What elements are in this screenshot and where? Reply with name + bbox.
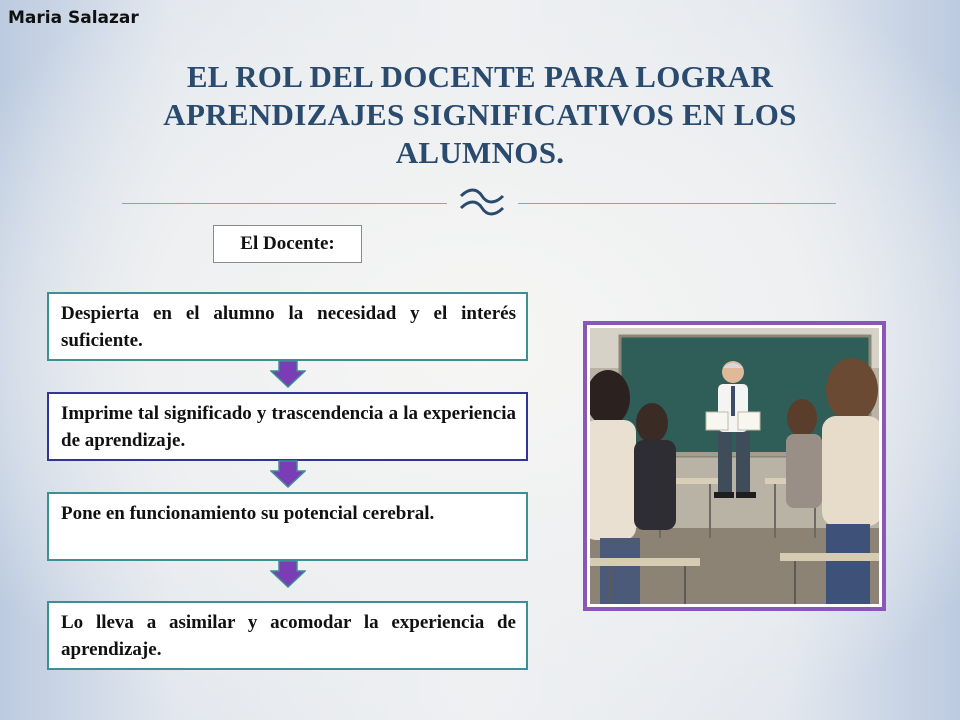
classroom-photo: [590, 328, 879, 604]
author-name: Maria Salazar: [8, 8, 139, 28]
title-divider-right: [518, 203, 836, 204]
down-arrow-icon: [270, 560, 306, 588]
docente-label: El Docente:: [213, 225, 362, 263]
slide-title: EL ROL DEL DOCENTE PARA LOGRAR APRENDIZAJES SIGNIFICATIVOS EN LOS ALUMNOS.: [163, 59, 797, 170]
down-arrow-icon: [270, 460, 306, 488]
flow-step-2: Imprime tal significado y trascendencia a la experiencia de aprendizaje.: [47, 392, 528, 461]
title-divider-left: [122, 203, 447, 204]
double-wave-icon: [447, 182, 517, 222]
flow-step-3: Pone en funcionamiento su potencial cerebral.: [47, 492, 528, 561]
classroom-photo-frame: [583, 321, 886, 611]
down-arrow-icon: [270, 360, 306, 388]
flow-step-4: Lo lleva a asimilar y acomodar la experiencia de aprendizaje.: [47, 601, 528, 670]
flow-step-1: Despierta en el alumno la necesidad y el interés suficiente.: [47, 292, 528, 361]
